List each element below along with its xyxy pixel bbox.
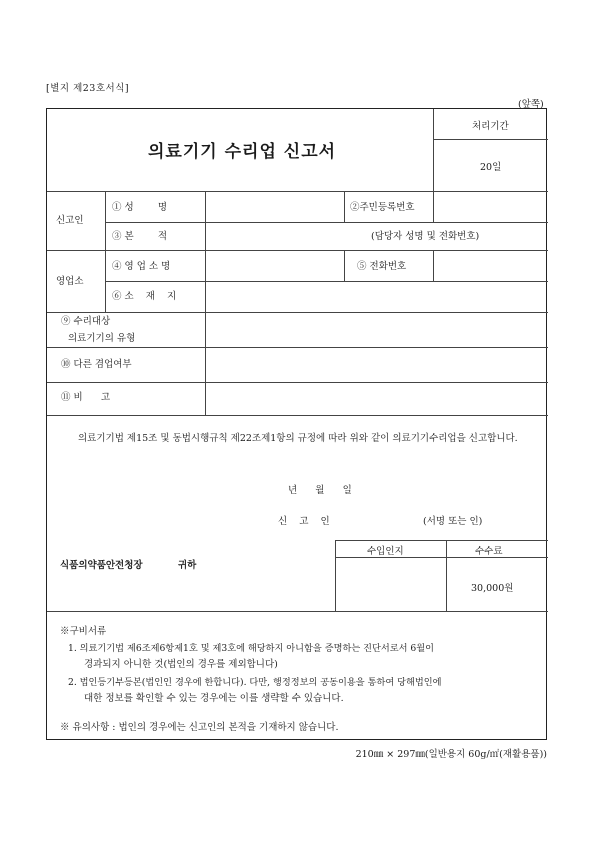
- declaration-date: 년 월 일: [288, 485, 352, 496]
- phone-label: ⑤ 전화번호: [357, 261, 407, 272]
- page-side-label: (앞쪽): [518, 99, 544, 110]
- repair-target-label: ⑨ 수리대상: [61, 316, 111, 327]
- fee-label: 수수료: [475, 546, 503, 557]
- divider: [47, 415, 548, 416]
- divider: [105, 222, 548, 223]
- signature-note: (서명 또는 인): [423, 516, 483, 527]
- divider: [47, 382, 548, 383]
- notice: ※ 유의사항 : 법인의 경우에는 신고인의 본적을 기재하지 않습니다.: [60, 722, 339, 733]
- divider: [205, 191, 206, 415]
- divider: [344, 191, 345, 222]
- business-group-label: 영업소: [56, 276, 84, 287]
- divider: [344, 250, 345, 281]
- divider: [433, 191, 434, 222]
- revenue-stamp-label: 수입인지: [367, 546, 404, 557]
- addressee-honorific: 귀하: [178, 560, 197, 571]
- required-document-2: 2. 법인등기부등본(법인인 경우에 한합니다). 다만, 행정정보의 공동이용을 통하여 당해법인에: [68, 677, 442, 688]
- divider: [446, 540, 447, 611]
- declaration-text: 의료기기법 제15조 및 동법시행규칙 제22조제1항의 규정에 따라 위와 같이 의료기기수리업을 신고합니다.: [78, 433, 518, 444]
- registered-domicile-label: ③ 본 적: [112, 231, 168, 242]
- divider: [47, 312, 548, 313]
- fee-value: 30,000원: [471, 583, 514, 594]
- device-type-label: 의료기기의 유형: [68, 333, 136, 344]
- reporter-group-label: 신고인: [56, 215, 84, 226]
- divider: [433, 250, 434, 281]
- location-label: ⑥ 소 재 지: [112, 291, 177, 302]
- paper-spec-footer: 210㎜ × 297㎜(일반용지 60g/㎡(재활용품)): [355, 749, 547, 760]
- divider: [335, 540, 336, 611]
- divider: [433, 109, 434, 191]
- contact-person-note: (담당자 성명 및 전화번호): [371, 231, 480, 242]
- processing-period-label: 처리기간: [472, 121, 509, 132]
- divider: [335, 540, 548, 541]
- business-name-label: ④ 영 업 소 명: [112, 261, 171, 272]
- resident-number-label: ②주민등록번호: [350, 202, 415, 213]
- reporter-signature-label: 신 고 인: [278, 516, 330, 527]
- divider: [47, 347, 548, 348]
- required-documents-heading: ※구비서류: [60, 626, 107, 637]
- divider: [105, 281, 548, 282]
- remarks-label: ⑪ 비 고: [61, 392, 110, 403]
- form-title: 의료기기 수리업 신고서: [148, 142, 337, 162]
- name-label: ① 성 명: [112, 202, 168, 213]
- divider: [105, 191, 106, 312]
- other-business-label: ⑩ 다른 겸업여부: [61, 359, 132, 370]
- form-reference: [별지 제23호서식]: [46, 83, 130, 94]
- divider: [433, 139, 548, 140]
- divider: [47, 611, 548, 612]
- required-document-1-cont: 경과되지 아니한 것(법인의 경우를 제외합니다): [84, 659, 278, 670]
- addressee: 식품의약품안전청장: [60, 560, 143, 571]
- divider: [47, 191, 548, 192]
- processing-period-value: 20일: [480, 162, 502, 173]
- required-document-2-cont: 대한 정보를 확인할 수 있는 경우에는 이를 생략할 수 있습니다.: [84, 693, 344, 704]
- divider: [47, 250, 548, 251]
- required-document-1: 1. 의료기기법 제6조제6항제1호 및 제3호에 해당하지 아니함을 증명하는 진단서로서 6월이: [68, 643, 435, 654]
